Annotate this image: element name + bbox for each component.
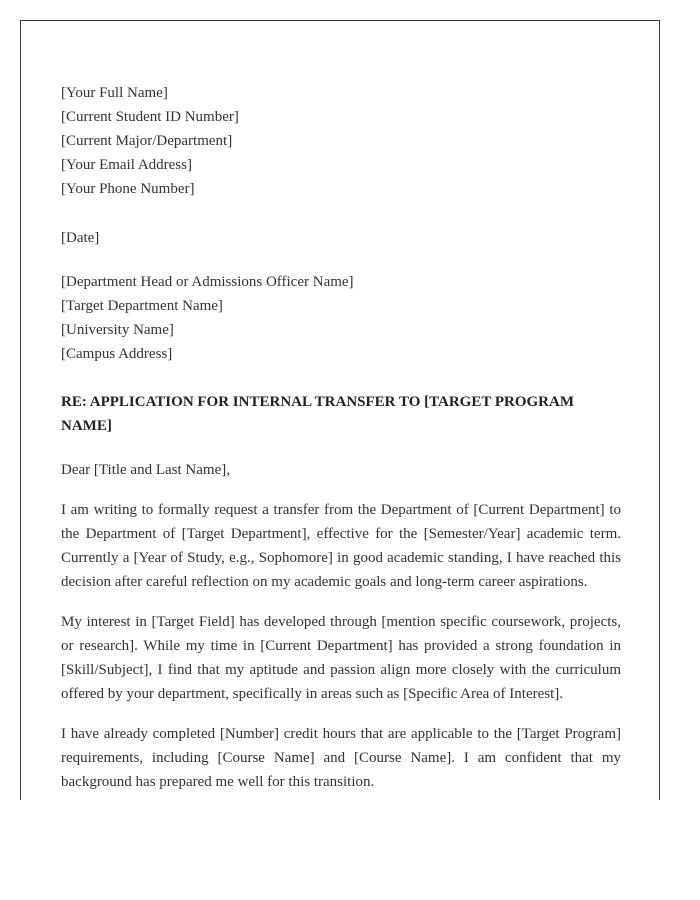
recipient-department: [Target Department Name] <box>61 298 223 314</box>
recipient-block <box>61 270 621 366</box>
paragraph-interest: My interest in [Target Field] has developed through [mention specific coursework, projects, or research]. While my time in [Current Department] has provided a strong foundation in [Skill/Subject], I find that my aptitude and passion align more closely with the curriculum offered by your department, specifically in areas such as [Specific Area of Interest]. <box>61 614 621 702</box>
recipient-address: [Campus Address] <box>61 346 173 362</box>
sender-phone: [Your Phone Number] <box>61 181 195 197</box>
letter-date: [Date] <box>61 230 100 246</box>
recipient-name: [Department Head or Admissions Officer Name] <box>61 274 354 290</box>
letter-body <box>61 81 621 794</box>
sender-name: [Your Full Name] <box>61 85 168 101</box>
subject-line: RE: APPLICATION FOR INTERNAL TRANSFER TO [TARGET PROGRAM NAME] <box>61 394 574 434</box>
sender-block <box>61 81 621 201</box>
paragraph-credits: I have already completed [Number] credit hours that are applicable to the [Target Program] requirements, including [Course Name] and [Course Name]. I am confident that my background has prepared me well for this transition. <box>61 726 621 790</box>
recipient-university: [University Name] <box>61 322 174 338</box>
sender-major: [Current Major/Department] <box>61 133 233 149</box>
sender-email: [Your Email Address] <box>61 157 192 173</box>
paragraph-intro: I am writing to formally request a transfer from the Department of [Current Department] to the Department of [Target Department], effective for the [Semester/Year] academic term. Currently a [Year of Study, e.g., Sophomore] in good academic standing, I have reached this decision after careful reflection on my academic goals and long-term career aspirations. <box>61 502 621 590</box>
salutation: Dear [Title and Last Name], <box>61 462 230 478</box>
letter-page <box>20 20 660 800</box>
sender-student-id: [Current Student ID Number] <box>61 109 239 125</box>
